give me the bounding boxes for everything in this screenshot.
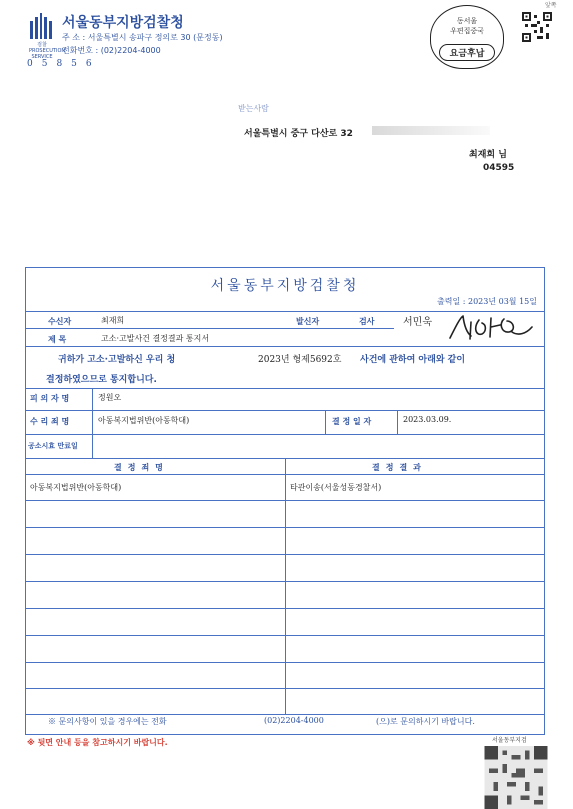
charge-label: 수 리 죄 명 — [30, 417, 70, 426]
notice-form — [25, 267, 545, 735]
prosecution-logo-icon — [30, 13, 52, 39]
subject-label: 제 목 — [48, 335, 67, 344]
notice-text-2: 사건에 관하여 아래와 같이 — [360, 355, 466, 365]
postage-stamp — [430, 5, 504, 69]
stamp-line2: 우편집중국 — [450, 27, 484, 35]
recipient-zip: 04595 — [483, 163, 515, 173]
stamp-line1: 동서울 — [456, 17, 478, 25]
recipient-address: 서울특별시 중구 다산로 32 — [244, 129, 353, 139]
subject-value: 고소·고발사건 결정결과 통지서 — [101, 334, 210, 343]
recipient-name: 최재희 님 — [469, 150, 507, 160]
bottom-qr-label: 서울동부지검 — [492, 737, 527, 744]
footer-prefix: ※ 문의사항이 있을 경우에는 전화 — [48, 717, 167, 726]
case-number: 2023년 형제5692호 — [258, 355, 342, 365]
sender-field-label: 발신자 — [296, 317, 320, 326]
back-page-warning: ※ 뒷면 안내 등을 참고하시기 바랍니다. — [27, 738, 168, 747]
issue-date: 출력일 : 2023년 03월 15일 — [437, 297, 537, 306]
notice-text-1: 귀하가 고소·고발하신 우리 청 — [58, 355, 176, 365]
org-address: 주 소 : 서울특별시 송파구 정의로 30 (문정동) — [62, 33, 223, 42]
row-result: 타관이송(서울성동경찰서) — [290, 483, 382, 492]
column-header-charge: 결정죄명 — [114, 463, 169, 472]
org-name: 서울동부지방검찰청 — [62, 15, 184, 31]
prosecutor-name: 서민욱 — [403, 317, 432, 328]
form-title: 서울동부지방검찰청 — [210, 278, 360, 294]
recipient-field-label: 수신자 — [48, 317, 72, 326]
stamp-line3: 요금후납 — [439, 44, 495, 61]
column-header-result: 결정결과 — [372, 463, 427, 472]
notice-text-3: 결정하였으므로 통지합니다. — [46, 375, 157, 385]
footer-suffix: (으)로 문의하시기 바랍니다. — [376, 717, 475, 726]
row-charge: 아동복지법위반(아동학대) — [30, 483, 122, 492]
charge-value: 아동복지법위반(아동학대) — [98, 416, 190, 425]
sender-zip: 05856 — [27, 59, 101, 69]
decision-date-label: 결 정 일 자 — [332, 417, 372, 426]
decision-date-value: 2023.03.09. — [403, 415, 452, 424]
logo-caption: 검찰 PROSECUTION SERVICE — [29, 42, 66, 60]
footer-phone: (02)2204-4000 — [264, 716, 324, 725]
page-side-mark: 앞쪽 — [545, 2, 557, 9]
qr-code-icon — [522, 12, 552, 42]
org-phone: 전화번호 : (02)2204-4000 — [62, 46, 161, 55]
suspect-label: 피 의 자 명 — [30, 394, 70, 403]
verification-qr-icon — [483, 746, 549, 809]
recipient-label: 받는사람 — [238, 104, 269, 113]
prosecutor-label: 검사 — [359, 317, 375, 326]
redacted-address — [372, 126, 490, 135]
signature-icon — [446, 312, 536, 342]
suspect-value: 정원오 — [98, 393, 122, 402]
recipient-field-value: 최재희 — [101, 316, 125, 325]
statute-limit-label: 공소시효 만료일 — [28, 442, 78, 450]
